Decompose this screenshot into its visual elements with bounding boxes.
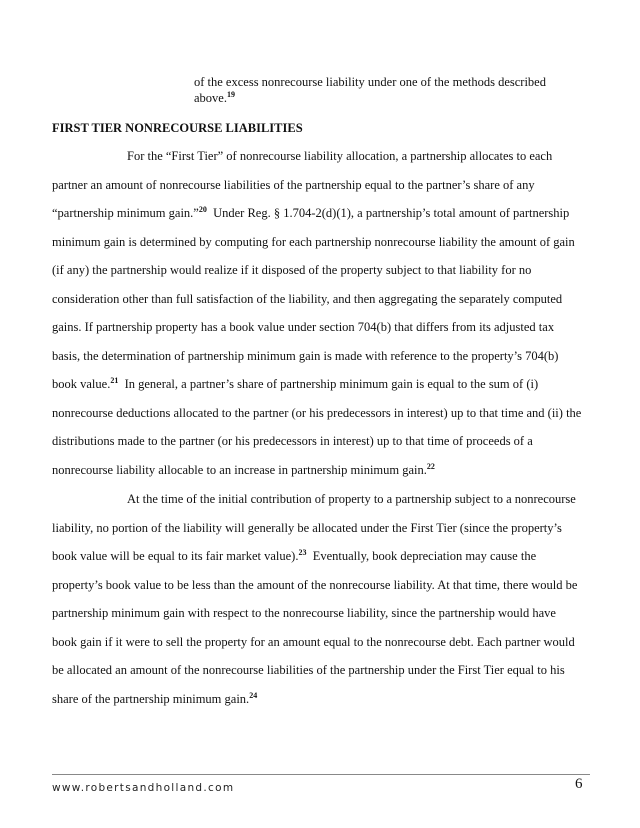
text-line: nonrecourse liability allocable to an increase in partnership minimum gain.$^{22}$ [52,461,435,477]
text-line: book value will be equal to its fair market value).$^{23}$ Eventually, book depreciation may cause the [52,548,537,563]
footnote-ref[interactable]: 21 [110,376,119,385]
text-line: (if any) the partnership would realize if it disposed of the property subject to that liability for no [52,263,532,277]
text-line: “partnership minimum gain.”$^{20}$ Under Reg. § 1.704-2(d)(1), a partnership’s total amount of partnership [52,205,570,220]
text-line: At the time of the initial contribution of property to a partnership subject to a nonrecourse [127,492,576,506]
paragraph-initial-contribution [52,485,592,713]
text-line: nonrecourse deductions allocated to the partner (or his predecessors in interest) up to that time and (ii) the [52,405,582,420]
paragraph-first-tier [52,142,592,484]
text-line: minimum gain is determined by computing for each partnership nonrecourse liability the amount of gain [52,234,575,249]
text-line: book value.$^{21}$ In general, a partner’s share of partnership minimum gain is equal to the sum of (i) [52,376,539,391]
footnote-ref[interactable]: 24 [249,690,258,700]
text-line: distributions made to the partner (or his predecessors in interest) up to that time of proceeds of a [52,434,533,448]
text-line: partner an amount of nonrecourse liabilities of the partnership equal to the partner’s share of any [52,177,535,192]
text-line: share of the partnership minimum gain.$^{24}$ [52,690,258,706]
page-number: 6 [575,776,583,792]
footer-website-link[interactable]: www.robertsandholland.com [52,782,235,794]
text-line: be allocated an amount of the nonrecourse liabilities of the partnership under the First Tier equal to his [52,663,565,677]
text-line: consideration other than full satisfaction of the liability, and then aggregating the separately computed [52,291,563,306]
text-line: gains. If partnership property has a book value under section 704(b) that differs from its adjusted tax [52,320,555,334]
text-line: of the excess nonrecourse liability under one of the methods described [194,75,546,89]
indented-continuation [194,74,574,106]
footnote-ref[interactable]: 23 [298,548,307,557]
footnote-ref[interactable]: 22 [426,461,435,471]
text-line: partnership minimum gain with respect to the nonrecourse liability, since the partnership would have [52,606,556,620]
text-line: book gain if it were to sell the property for an amount equal to the nonrecourse debt. Each partner would [52,634,575,649]
text-line: property’s book value to be less than the amount of the nonrecourse liability. At that time, there would be [52,577,578,592]
text-line: liability, no portion of the liability will generally be allocated under the First Tier (since the property’s [52,520,562,535]
text-line: above.$^{19}$ [194,90,235,105]
text-line: basis, the determination of partnership minimum gain is made with reference to the property’s 704(b) [52,348,559,363]
text-line: For the “First Tier” of nonrecourse liability allocation, a partnership allocates to each [127,149,553,163]
section-heading: FIRST TIER NONRECOURSE LIABILITIES [52,121,303,135]
footnote-ref[interactable]: 19 [226,90,235,99]
footnote-ref[interactable]: 20 [198,205,207,214]
footer-divider [52,774,590,775]
